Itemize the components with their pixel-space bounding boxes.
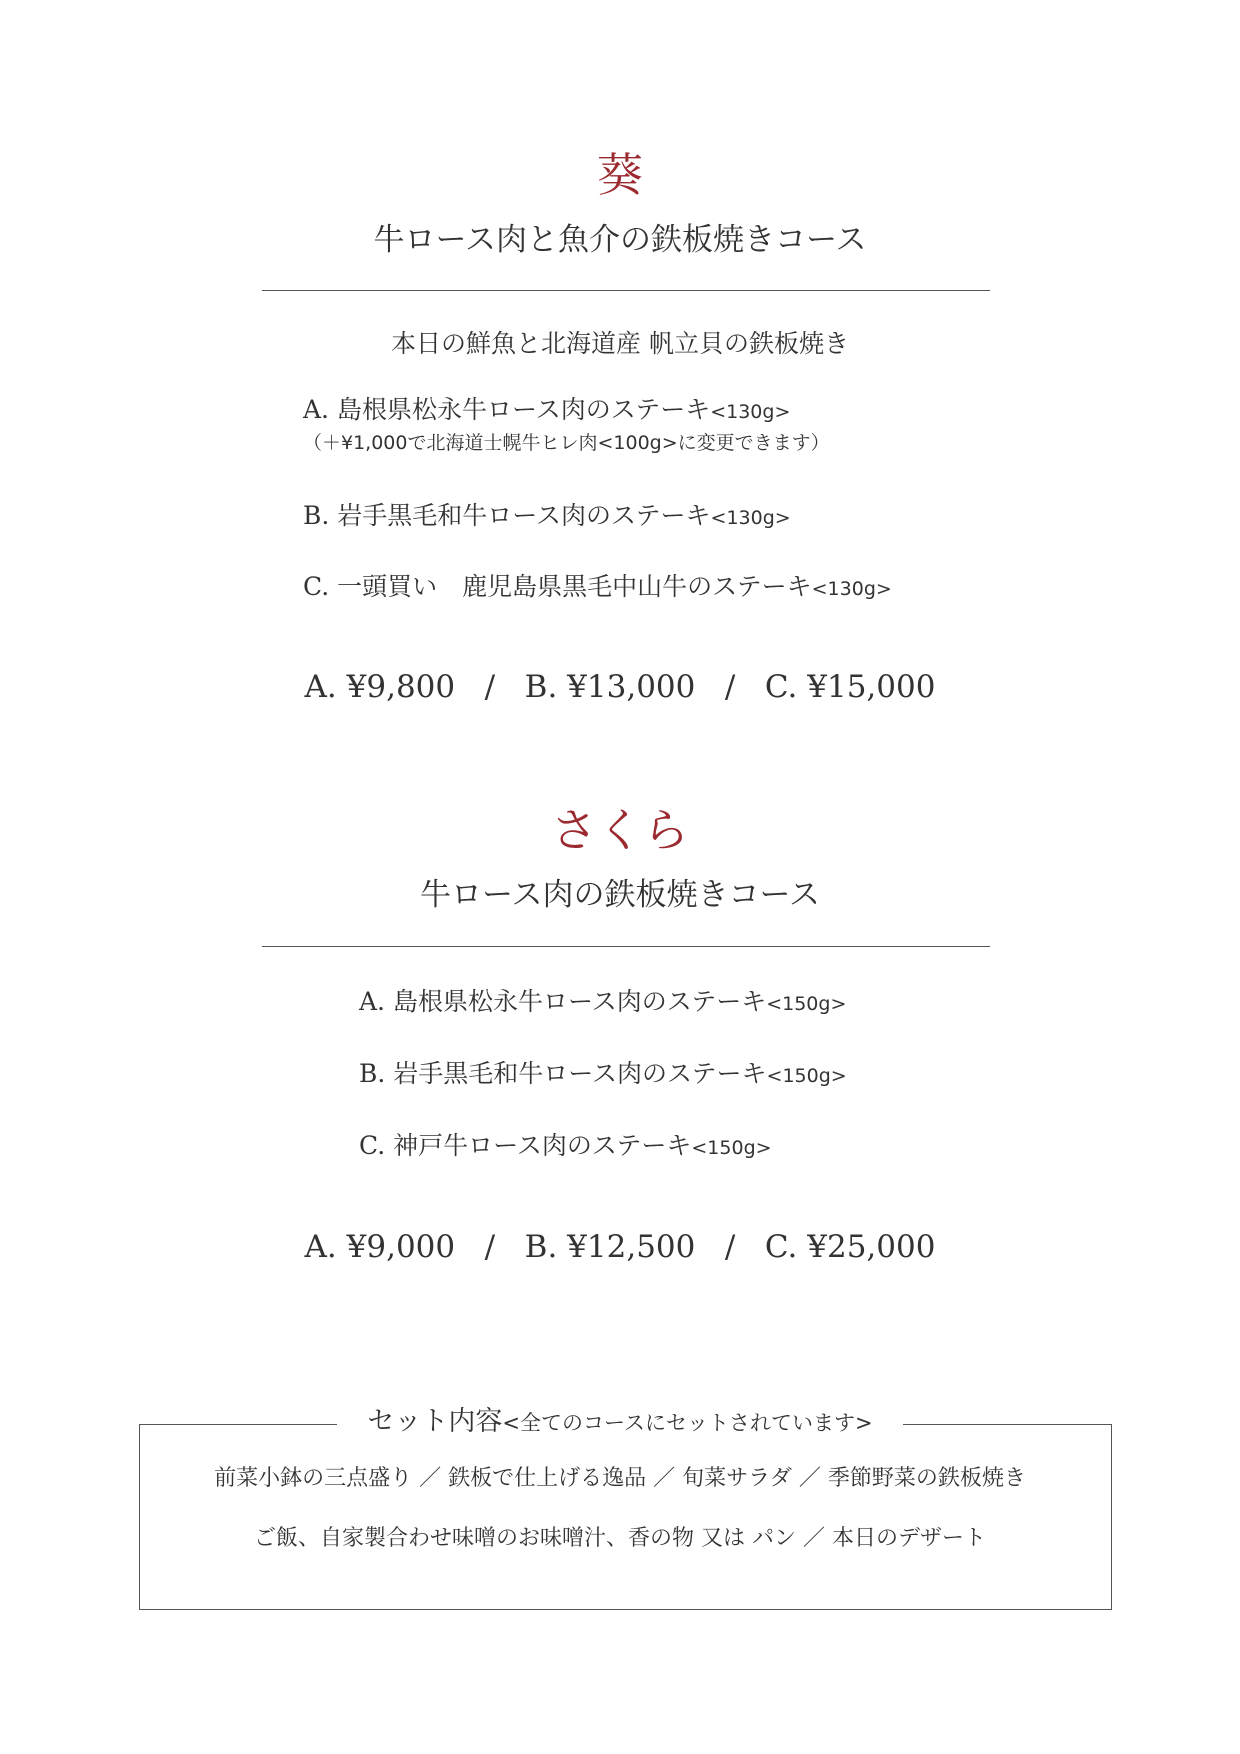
course-1-prices: A. ¥9,800 / B. ¥13,000 / C. ¥15,000	[304, 669, 936, 705]
option-weight: <150g>	[766, 993, 847, 1015]
set-title-note: <全てのコースにセットされています>	[502, 1411, 873, 1435]
course-2-option-c	[359, 1133, 772, 1158]
course-1-upgrade-note: （＋¥1,000で北海道士幌牛ヒレ肉<100g>に変更できます）	[303, 432, 830, 454]
course-1-name: 葵	[597, 148, 643, 202]
course-2-prices: A. ¥9,000 / B. ¥12,500 / C. ¥25,000	[304, 1229, 936, 1265]
set-contents-box	[139, 1424, 1112, 1610]
option-label: A. 島根県松永牛ロース肉のステーキ	[303, 395, 711, 424]
course-1-subtitle: 牛ロース肉と魚介の鉄板焼きコース	[373, 222, 867, 258]
option-label: B. 岩手黒毛和牛ロース肉のステーキ	[303, 501, 711, 530]
option-label: B. 岩手黒毛和牛ロース肉のステーキ	[359, 1059, 767, 1088]
option-label: C. 一頭買い 鹿児島県黒毛中山牛のステーキ	[303, 572, 812, 601]
set-title-text: セット内容	[367, 1406, 503, 1437]
course-2-name: さくら	[551, 803, 689, 857]
option-weight: <150g>	[691, 1137, 772, 1159]
option-weight: <130g>	[811, 578, 892, 600]
course-2-divider	[262, 946, 990, 947]
course-1-option-c	[303, 574, 892, 599]
option-weight: <130g>	[710, 401, 791, 423]
option-label: A. 島根県松永牛ロース肉のステーキ	[359, 987, 767, 1016]
option-label: C. 神戸牛ロース肉のステーキ	[359, 1131, 692, 1160]
course-2-option-a	[359, 989, 846, 1014]
course-2-subtitle: 牛ロース肉の鉄板焼きコース	[420, 877, 820, 913]
course-2-option-b	[359, 1061, 847, 1086]
set-contents-title	[0, 1408, 1240, 1435]
course-1-divider	[262, 290, 990, 291]
set-contents-line-2: ご飯、自家製合わせ味噌のお味噌汁、香の物 又は パン ／ 本日のデザート	[254, 1526, 986, 1551]
course-1-option-a	[303, 397, 790, 422]
course-1-starter: 本日の鮮魚と北海道産 帆立貝の鉄板焼き	[391, 329, 849, 358]
course-1-option-b	[303, 503, 791, 528]
option-weight: <150g>	[766, 1065, 847, 1087]
set-contents-line-1: 前菜小鉢の三点盛り ／ 鉄板で仕上げる逸品 ／ 旬菜サラダ ／ 季節野菜の鉄板焼き	[214, 1466, 1026, 1491]
option-weight: <130g>	[710, 507, 791, 529]
